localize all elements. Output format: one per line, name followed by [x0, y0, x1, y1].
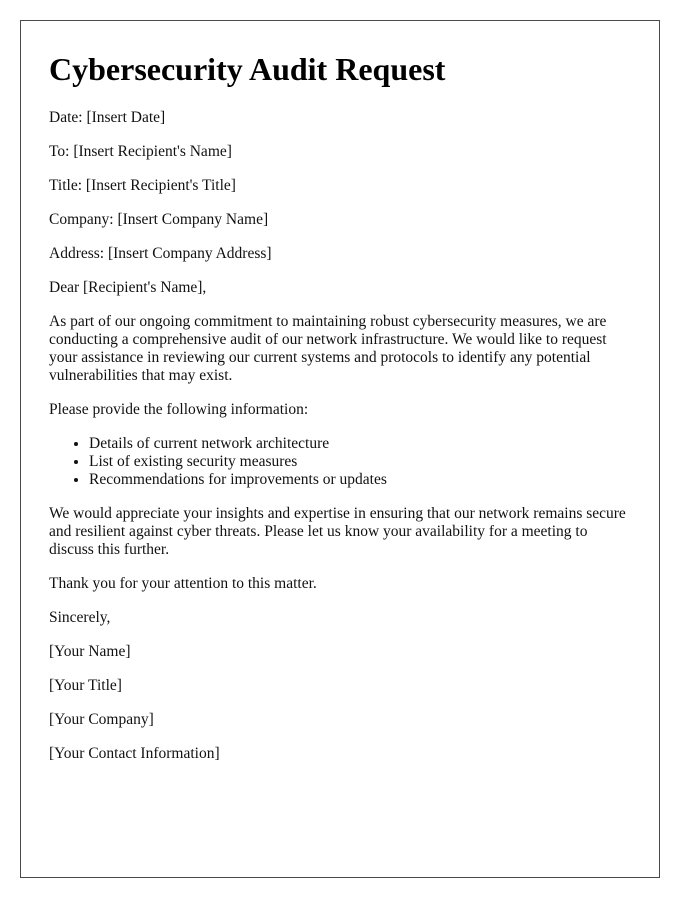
recipient-name-line: To: [Insert Recipient's Name] — [49, 143, 232, 160]
company-line: Company: [Insert Company Name] — [49, 211, 269, 228]
list-item: • List of existing security measures — [89, 453, 631, 471]
letter-page — [20, 20, 660, 878]
date-line: Date: [Insert Date] — [49, 109, 166, 126]
address-line: Address: [Insert Company Address] — [49, 245, 272, 262]
list-item: • Details of current network architecture — [89, 435, 631, 453]
list-item: • Recommendations for improvements or updates — [89, 471, 631, 489]
requested-items-list — [49, 435, 631, 489]
request-intro: Please provide the following information: — [49, 401, 309, 418]
sender-company: [Your Company] — [49, 711, 154, 728]
sender-title: [Your Title] — [49, 677, 122, 694]
recipient-title-line: Title: [Insert Recipient's Title] — [49, 177, 236, 194]
sender-contact: [Your Contact Information] — [49, 745, 220, 762]
intro-paragraph: As part of our ongoing commitment to maintaining robust cybersecurity measures, we are conducting a comprehensive audit of our network infrastructure. We would like to request your assistance in reviewing our current systems and protocols to identify any potential vulnerabilities that may exist. — [49, 313, 607, 384]
closing-paragraph: We would appreciate your insights and expertise in ensuring that our network remains secure and resilient against cyber threats. Please let us know your availability for a meeting to discuss this further. — [49, 505, 626, 558]
sender-name: [Your Name] — [49, 643, 131, 660]
thanks-line: Thank you for your attention to this matter. — [49, 575, 317, 592]
salutation: Dear [Recipient's Name], — [49, 279, 207, 296]
sign-off: Sincerely, — [49, 609, 111, 626]
letter-title: Cybersecurity Audit Request — [49, 51, 446, 87]
